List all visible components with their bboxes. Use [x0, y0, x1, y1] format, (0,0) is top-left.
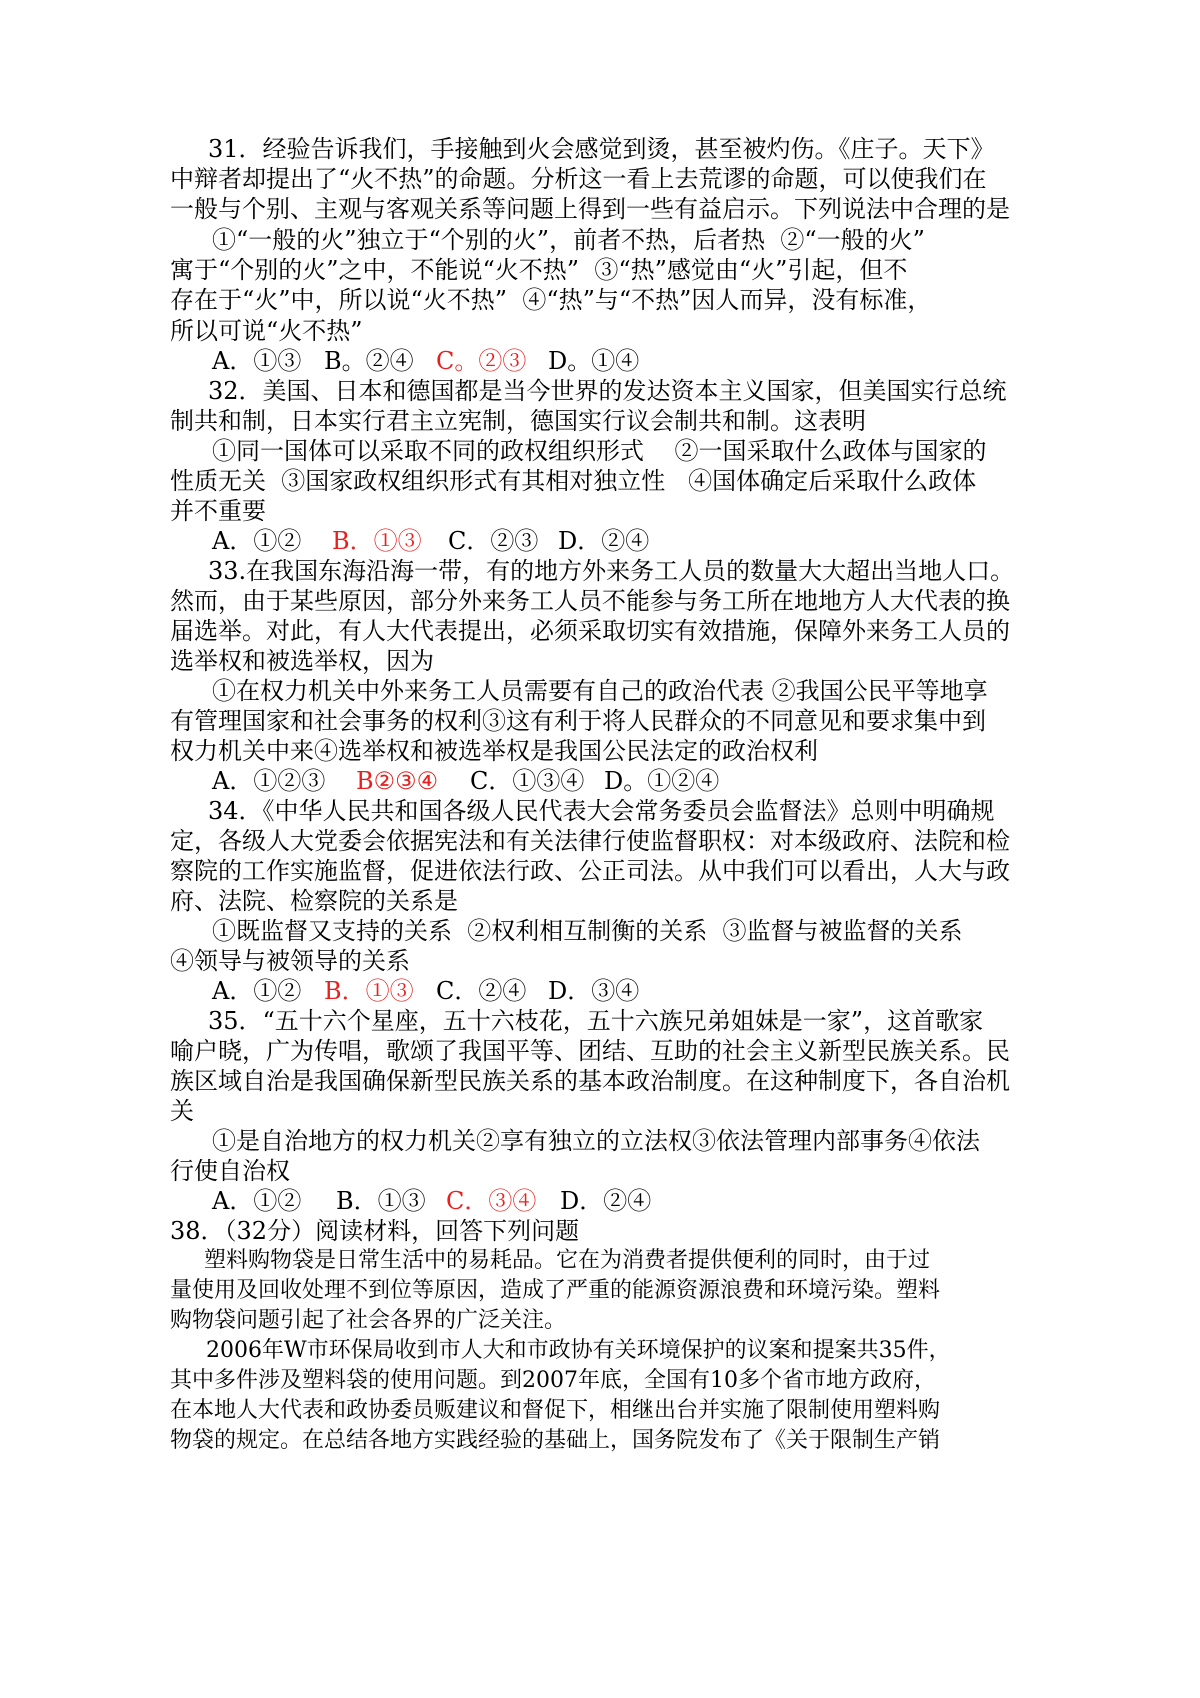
question-31-line: 一般与个别、主观与客观关系等问题上得到一些有益启示。下列说法中合理的是 — [170, 195, 1010, 223]
question-34-line: ①既监督又支持的关系 ②权利相互制衡的关系 ③监督与被监督的关系 — [212, 917, 963, 945]
option-a: A．①③ — [212, 347, 302, 375]
question-31-line: 31．经验告诉我们，手接触到火会感觉到烫，甚至被灼伤。《庄子。天下》 — [208, 135, 995, 163]
material-line: 塑料购物袋是日常生活中的易耗品。它在为消费者提供便利的同时，由于过 — [204, 1248, 931, 1273]
question-32-line: 制共和制，日本实行君主立宪制，德国实行议会制共和制。这表明 — [170, 407, 866, 435]
question-35-line: 喻户晓，广为传唱，歌颂了我国平等、团结、互助的社会主义新型民族关系。民 — [170, 1037, 1010, 1065]
question-35-line: ①是自治地方的权力机关②享有独立的立法权③依法管理内部事务④依法 — [212, 1127, 980, 1155]
question-33-line: 33.在我国东海沿海一带，有的地方外来务工人员的数量大大超出当地人口。 — [208, 557, 1015, 585]
question-38-heading: 38．（32分）阅读材料，回答下列问题 — [170, 1217, 580, 1245]
question-31-line: 中辩者却提出了“火不热”的命题。分析这一看上去荒谬的命题，可以使我们在 — [170, 165, 987, 193]
option-d: D．②④ — [560, 1187, 652, 1215]
option-c: C．②③ — [448, 527, 539, 555]
option-d: D。①②④ — [604, 767, 720, 795]
question-34-line: 府、法院、检察院的关系是 — [170, 887, 458, 915]
question-31-line: 所以可说“火不热” — [170, 317, 363, 345]
option-d: D．②④ — [558, 527, 650, 555]
material-line: 量使用及回收处理不到位等原因，造成了严重的能源资源浪费和环境污染。塑料 — [170, 1278, 941, 1303]
question-33-line: 有管理国家和社会事务的权利③这有利于将人民群众的不同意见和要求集中到 — [170, 707, 986, 735]
material-line: 购物袋问题引起了社会各界的广泛关注。 — [170, 1308, 567, 1333]
question-34-line: ④领导与被领导的关系 — [170, 947, 410, 975]
option-d: D．③④ — [548, 977, 640, 1005]
option-a: A．①② — [212, 1187, 302, 1215]
question-32-line: 并不重要 — [170, 497, 266, 525]
question-34-line: 察院的工作实施监督，促进依法行政、公正司法。从中我们可以看出，人大与政 — [170, 857, 1010, 885]
question-33-line: 然而，由于某些原因，部分外来务工人员不能参与务工所在地地方人大代表的换 — [170, 587, 1010, 615]
option-c-answer: C．③④ — [446, 1187, 537, 1215]
question-35-line: 关 — [170, 1097, 194, 1125]
question-33-line: 权力机关中来④选举权和被选举权是我国公民法定的政治权利 — [170, 737, 818, 765]
option-d: D。①④ — [548, 347, 640, 375]
option-c: C．①③④ — [470, 767, 585, 795]
material-line: 物袋的规定。在总结各地方实践经验的基础上，国务院发布了《关于限制生产销 — [170, 1428, 941, 1453]
question-32-line: 32．美国、日本和德国都是当今世界的发达资本主义国家，但美国实行总统 — [208, 377, 1007, 405]
question-31-line: ①“一般的火”独立于“个别的火”，前者不热，后者热 ②“一般的火” — [212, 226, 925, 254]
option-c: C．②④ — [436, 977, 527, 1005]
option-a: A．①② — [212, 977, 302, 1005]
option-a: A．①②③ — [212, 767, 326, 795]
question-32-line: ①同一国体可以采取不同的政权组织形式 ②一国采取什么政体与国家的 — [212, 437, 987, 465]
question-31-line: 寓于“个别的火”之中，不能说“火不热” ③“热”感觉由“火”引起，但不 — [170, 256, 908, 284]
question-32-line: 性质无关 ③国家政权组织形式有其相对独立性 ④国体确定后采取什么政体 — [170, 467, 977, 495]
option-b: B．①③ — [336, 1187, 426, 1215]
material-line: 在本地人大代表和政协委员贩建议和督促下，相继出台并实施了限制使用塑料购 — [170, 1398, 941, 1423]
material-line: 其中多件涉及塑料袋的使用问题。到2007年底，全国有10多个省市地方政府， — [170, 1368, 936, 1393]
option-b-answer: B②③④ — [356, 767, 439, 795]
question-35-line: 行使自治权 — [170, 1157, 290, 1185]
question-33-line: 届选举。对此，有人大代表提出，必须采取切实有效措施，保障外来务工人员的 — [170, 617, 1010, 645]
option-c-answer: C。②③ — [436, 347, 527, 375]
question-33-line: ①在权力机关中外来务工人员需要有自己的政治代表 ②我国公民平等地享 — [212, 677, 988, 705]
question-35-line: 35．“五十六个星座，五十六枝花，五十六族兄弟姐妹是一家”，这首歌家 — [208, 1007, 984, 1035]
question-31-line: 存在于“火”中，所以说“火不热” ④“热”与“不热”因人而异，没有标准， — [170, 286, 932, 314]
option-a: A．①② — [212, 527, 302, 555]
option-b-answer: B．①③ — [332, 527, 422, 555]
question-34-line: 34．《中华人民共和国各级人民代表大会常务委员会监督法》总则中明确规 — [208, 797, 995, 825]
question-35-line: 族区域自治是我国确保新型民族关系的基本政治制度。在这种制度下，各自治机 — [170, 1067, 1010, 1095]
question-34-line: 定，各级人大党委会依据宪法和有关法律行使监督职权：对本级政府、法院和检 — [170, 827, 1010, 855]
option-b: B。②④ — [324, 347, 414, 375]
question-33-line: 选举权和被选举权，因为 — [170, 647, 434, 675]
option-b-answer: B．①③ — [324, 977, 414, 1005]
material-line: 2006年W市环保局收到市人大和市政协有关环境保护的议案和提案共35件， — [206, 1338, 951, 1363]
